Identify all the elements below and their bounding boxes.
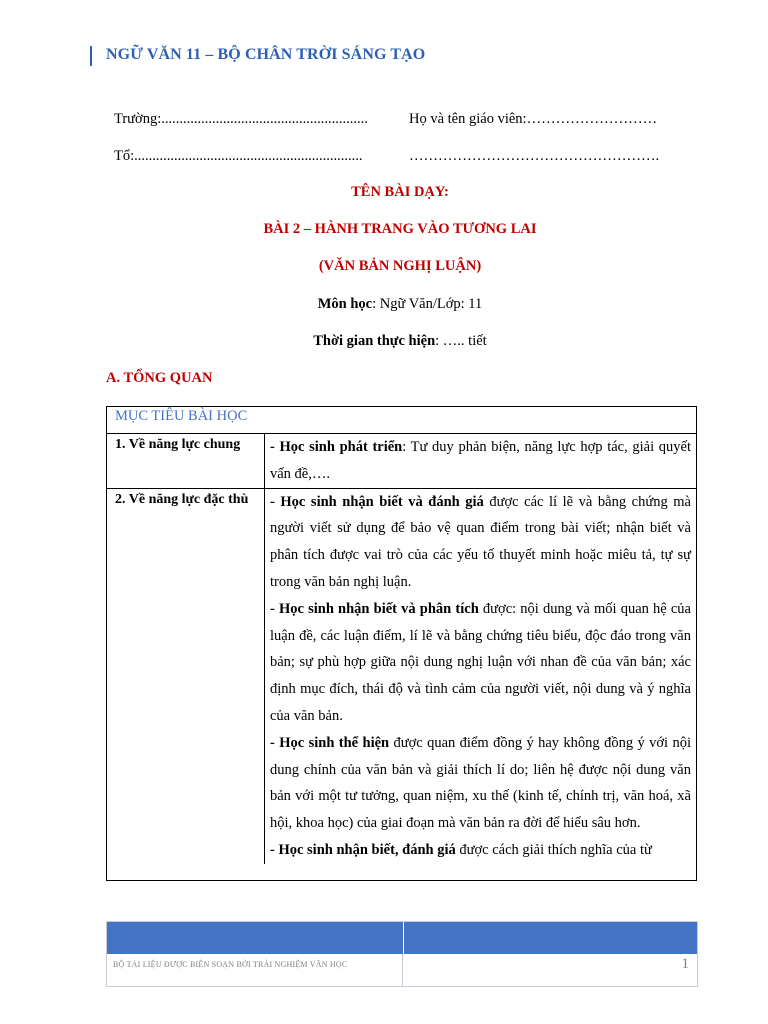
objective-row-general bbox=[107, 434, 696, 489]
objective-row-label: 1. Về năng lực chung bbox=[107, 434, 265, 488]
objective-row-label: 2. Về năng lực đặc thù bbox=[107, 489, 265, 864]
school-field: Trường:......................................................... bbox=[114, 111, 368, 127]
section-a-heading: A. TỔNG QUAN bbox=[106, 370, 213, 386]
objective-item bbox=[270, 489, 691, 596]
lesson-name-label: TÊN BÀI DẠY: bbox=[351, 184, 449, 200]
objectives-table bbox=[106, 406, 697, 881]
objective-item-text: được cách giải thích nghĩa của từ bbox=[455, 841, 652, 858]
footer-band-right bbox=[404, 922, 697, 954]
footer-band bbox=[107, 922, 697, 954]
time-label: Thời gian thực hiện bbox=[313, 333, 436, 349]
footer-credit: BỘ TÀI LIỆU ĐƯỢC BIÊN SOẠN BỞI TRẢI NGHIỆM VĂN HỌC bbox=[107, 954, 403, 986]
page-footer bbox=[106, 921, 698, 987]
objective-row-content bbox=[265, 434, 696, 488]
subject-line bbox=[0, 296, 768, 313]
footer-band-left bbox=[107, 922, 404, 954]
objective-item bbox=[270, 837, 691, 864]
objective-item-text: được các lí lẽ và bằng chứng mà người viết sử dụng để bảo vệ quan điểm trong bài viết; nhận biết và phân tích được vai trò của các yếu tố thuyết minh hoặc miêu tả, tự sự trong văn bản nghị luận. bbox=[270, 493, 691, 590]
lesson-genre: (VĂN BẢN NGHỊ LUẬN) bbox=[318, 258, 482, 274]
objective-item-lead: - Học sinh nhận biết và đánh giá bbox=[270, 493, 484, 510]
lesson-title: BÀI 2 – HÀNH TRANG VÀO TƯƠNG LAI bbox=[263, 221, 537, 237]
subject-label: Môn học bbox=[317, 296, 373, 312]
time-line bbox=[0, 333, 768, 350]
footer-info-row bbox=[107, 954, 697, 986]
objective-item bbox=[270, 434, 691, 488]
subject-value: : Ngữ Văn/Lớp: 11 bbox=[372, 296, 483, 312]
objective-item bbox=[270, 596, 691, 730]
objective-item-text: được quan điểm đồng ý hay không đồng ý với nội dung chính của văn bản và giải thích lí do; liên hệ được nội dung văn bản với một tư tưởng, quan niệm, xu thế (kinh tế, chính trị, văn hoá, xã hội, khoa học) của giai đoạn mà văn bản ra đời để hiểu sâu hơn. bbox=[270, 734, 691, 832]
objective-item-lead: - Học sinh nhận biết, đánh giá bbox=[270, 841, 456, 858]
objective-row-content bbox=[265, 489, 696, 864]
header-accent-bar bbox=[90, 46, 92, 66]
document-header-title: NGỮ VĂN 11 – BỘ CHÂN TRỜI SÁNG TẠO bbox=[106, 46, 426, 63]
objective-item bbox=[270, 730, 691, 837]
group-field: Tổ:............................................................... bbox=[114, 148, 363, 164]
page-number: 1 bbox=[681, 956, 689, 972]
objective-item-lead: - Học sinh thể hiện bbox=[270, 734, 390, 751]
teacher-field-continuation: ……………………………………………. bbox=[409, 148, 660, 164]
objective-item-lead: - Học sinh phát triển bbox=[270, 439, 403, 455]
objectives-heading: MỤC TIÊU BÀI HỌC bbox=[107, 407, 696, 434]
objective-row-specific bbox=[107, 489, 696, 864]
objective-item-lead: - Học sinh nhận biết và phân tích bbox=[270, 600, 479, 617]
time-value: : ….. tiết bbox=[435, 333, 487, 349]
objective-item-text: được: nội dung và mối quan hệ của luận đề, các luận điểm, lí lẽ và bằng chứng tiêu biểu, độc đáo trong văn bản; sự phù hợp giữa nội dung nghị luận với nhan đề của văn bản; xác định mục đích, thái độ và tình cảm của người viết, nội dung và ý nghĩa của văn bản. bbox=[270, 600, 691, 724]
objective-item-text: : Tư duy phản biện, năng lực hợp tác, giải quyết vấn đề,…. bbox=[270, 439, 691, 482]
teacher-field: Họ và tên giáo viên:……………………… bbox=[409, 111, 658, 127]
